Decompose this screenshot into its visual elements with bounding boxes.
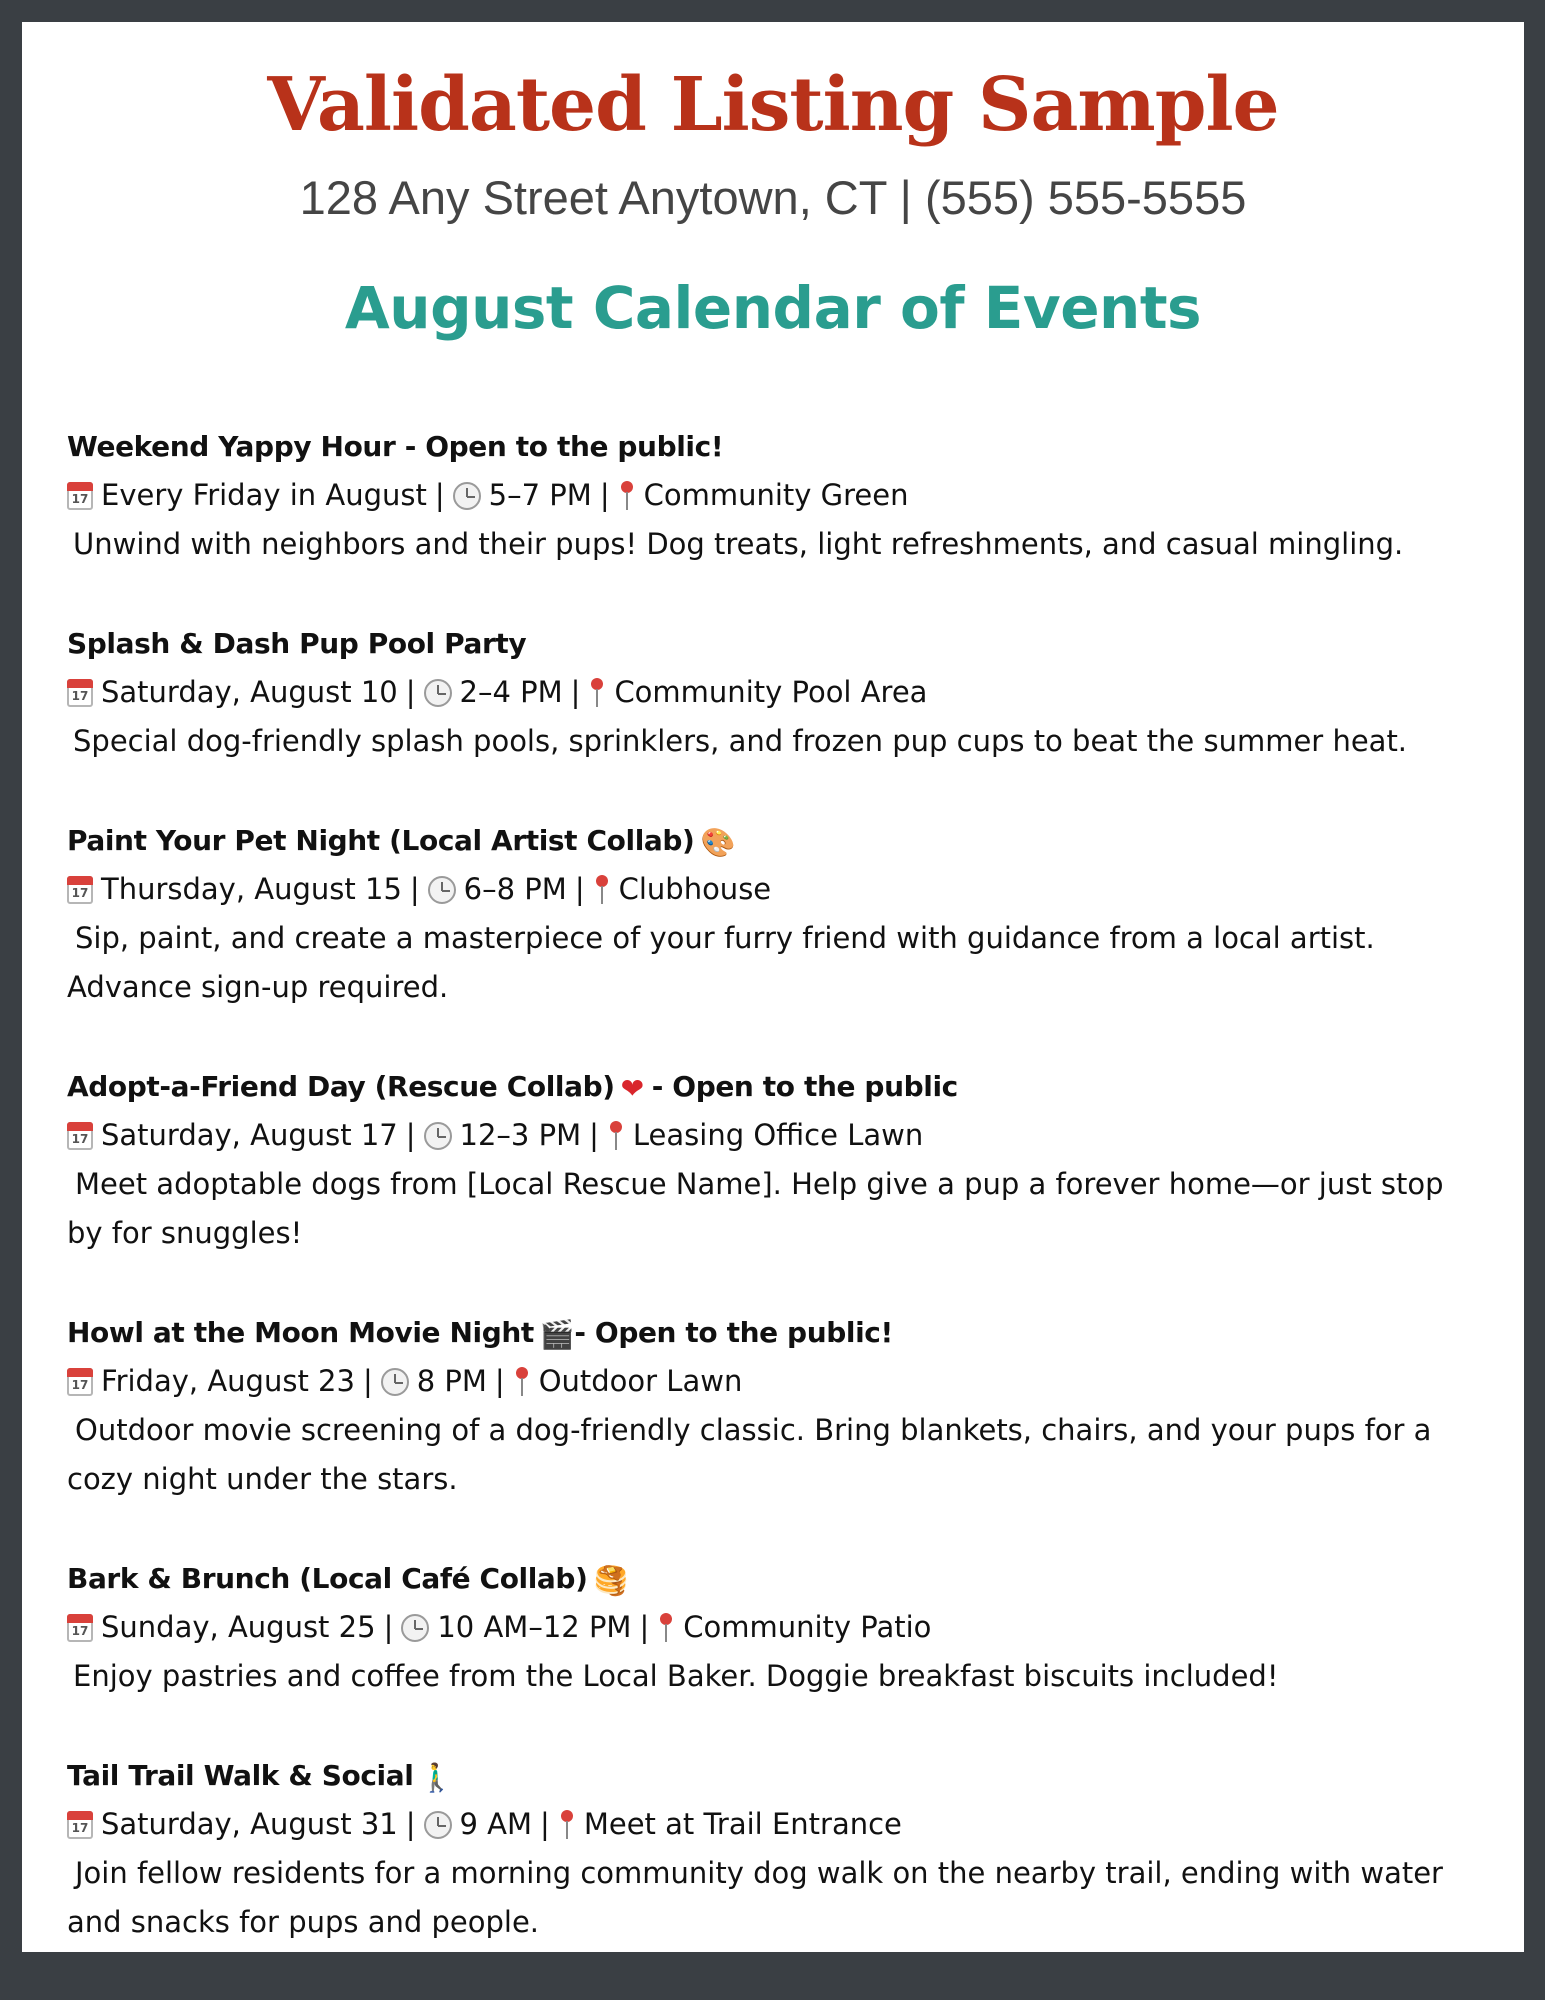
event-time: 12–3 PM — [459, 1118, 582, 1152]
page-title: Validated Listing Sample — [267, 62, 1279, 148]
event-meta — [67, 1800, 1487, 1849]
pancakes-icon: 🥞 — [593, 1563, 628, 1597]
event-location: Clubhouse — [618, 872, 772, 906]
event-title-suffix: - Open to the public! — [574, 1316, 893, 1349]
event-item — [67, 1751, 1487, 1947]
event-item — [67, 1554, 1487, 1701]
calendar-icon — [67, 1122, 93, 1150]
event-date: Friday, August 23 — [101, 1364, 355, 1398]
pin-icon — [618, 481, 636, 511]
event-title — [67, 1554, 1487, 1603]
clock-icon — [453, 482, 481, 510]
person-walking-icon: 🚶‍♂️ — [419, 1760, 454, 1794]
pin-icon — [588, 678, 606, 708]
separator: | — [405, 675, 416, 709]
event-title-text: Paint Your Pet Night (Local Artist Collab) — [67, 824, 695, 857]
event-meta — [67, 1603, 1487, 1652]
event-title — [67, 1751, 1487, 1800]
event-date: Thursday, August 15 — [101, 872, 402, 906]
event-date: Sunday, August 25 — [101, 1610, 376, 1644]
event-time: 10 AM–12 PM — [437, 1610, 632, 1644]
separator: | — [383, 1610, 394, 1644]
page — [22, 22, 1524, 1952]
clock-icon — [381, 1368, 409, 1396]
separator: | — [589, 1118, 599, 1152]
event-location: Community Patio — [683, 1610, 932, 1644]
separator: | — [540, 1807, 550, 1841]
pin-icon — [657, 1613, 675, 1643]
event-item — [67, 619, 1487, 766]
clock-icon — [401, 1614, 429, 1642]
separator: | — [409, 872, 420, 906]
event-date: Saturday, August 10 — [101, 675, 398, 709]
address-line: 128 Any Street Anytown, CT | (555) 555-5555 — [299, 171, 1247, 224]
event-date: Every Friday in August — [101, 478, 427, 512]
separator: | — [639, 1610, 650, 1644]
event-description: Sip, paint, and create a masterpiece of your furry friend with guidance from a local artist. Advance sign-up required. — [67, 921, 1375, 1004]
event-meta — [67, 668, 1487, 717]
event-title-text: Adopt-a-Friend Day (Rescue Collab) — [67, 1070, 615, 1103]
event-location: Community Green — [643, 478, 909, 512]
pin-icon — [558, 1810, 576, 1840]
event-title-suffix: - Open to the public — [651, 1070, 958, 1103]
separator: | — [405, 1118, 416, 1152]
event-location: Community Pool Area — [614, 675, 928, 709]
clock-icon — [424, 679, 452, 707]
event-title — [67, 1062, 1487, 1111]
event-location: Meet at Trail Entrance — [583, 1807, 902, 1841]
event-location: Leasing Office Lawn — [632, 1118, 924, 1152]
event-description: Meet adoptable dogs from [Local Rescue Name]. Help give a pup a forever home—or just stop by for snuggles! — [67, 1167, 1444, 1250]
event-description: Special dog-friendly splash pools, sprinklers, and frozen pup cups to beat the summer heat. — [73, 724, 1408, 758]
clock-icon — [428, 876, 456, 904]
calendar-icon — [67, 1811, 93, 1839]
event-description: Unwind with neighbors and their pups! Dog treats, light refreshments, and casual mingling. — [73, 527, 1404, 561]
separator: | — [570, 675, 581, 709]
palette-icon: 🎨 — [700, 825, 735, 859]
event-date: Saturday, August 31 — [101, 1807, 398, 1841]
separator: | — [434, 478, 445, 512]
separator: | — [599, 478, 610, 512]
event-item — [67, 1308, 1487, 1504]
calendar-icon — [67, 876, 93, 904]
event-title-text: Splash & Dash Pup Pool Party — [67, 627, 527, 660]
event-title-text: Tail Trail Walk & Social — [67, 1759, 414, 1792]
event-description: Outdoor movie screening of a dog-friendly classic. Bring blankets, chairs, and your pups for a cozy night under the stars. — [67, 1413, 1432, 1496]
event-item — [67, 816, 1487, 1012]
event-title — [67, 619, 1487, 668]
event-time: 9 AM — [459, 1807, 533, 1841]
event-title — [67, 1308, 1487, 1357]
pin-icon — [593, 875, 611, 905]
event-title-text: Weekend Yappy Hour - Open to the public! — [67, 430, 724, 463]
event-title-text: Howl at the Moon Movie Night — [67, 1316, 534, 1349]
event-time: 6–8 PM — [463, 872, 567, 906]
separator: | — [362, 1364, 373, 1398]
clock-icon — [424, 1122, 452, 1150]
event-time: 5–7 PM — [488, 478, 592, 512]
event-meta — [67, 1111, 1487, 1160]
event-date: Saturday, August 17 — [101, 1118, 398, 1152]
event-title — [67, 422, 1487, 471]
calendar-icon — [67, 1614, 93, 1642]
event-title-text: Bark & Brunch (Local Café Collab) — [67, 1562, 588, 1595]
heart-icon: ❤ — [620, 1071, 644, 1105]
event-description: Enjoy pastries and coffee from the Local Baker. Doggie breakfast biscuits included! — [73, 1659, 1279, 1693]
calendar-icon — [67, 1368, 93, 1396]
separator: | — [405, 1807, 416, 1841]
clapperboard-icon: 🎬 — [539, 1317, 575, 1351]
calendar-icon — [67, 679, 93, 707]
event-time: 2–4 PM — [459, 675, 563, 709]
separator: | — [574, 872, 585, 906]
event-description: Join fellow residents for a morning community dog walk on the nearby trail, ending with water and snacks for pups and people. — [67, 1856, 1443, 1939]
event-item — [67, 1062, 1487, 1258]
event-location: Outdoor Lawn — [538, 1364, 743, 1398]
pin-icon — [607, 1121, 625, 1151]
event-meta — [67, 471, 1487, 520]
clock-icon — [424, 1811, 452, 1839]
event-item — [67, 422, 1487, 569]
calendar-icon — [67, 482, 93, 510]
section-title: August Calendar of Events — [344, 274, 1202, 342]
event-meta — [67, 865, 1487, 914]
pin-icon — [513, 1367, 531, 1397]
event-title — [67, 816, 1487, 865]
separator: | — [494, 1364, 505, 1398]
event-meta — [67, 1357, 1487, 1406]
event-time: 8 PM — [416, 1364, 487, 1398]
